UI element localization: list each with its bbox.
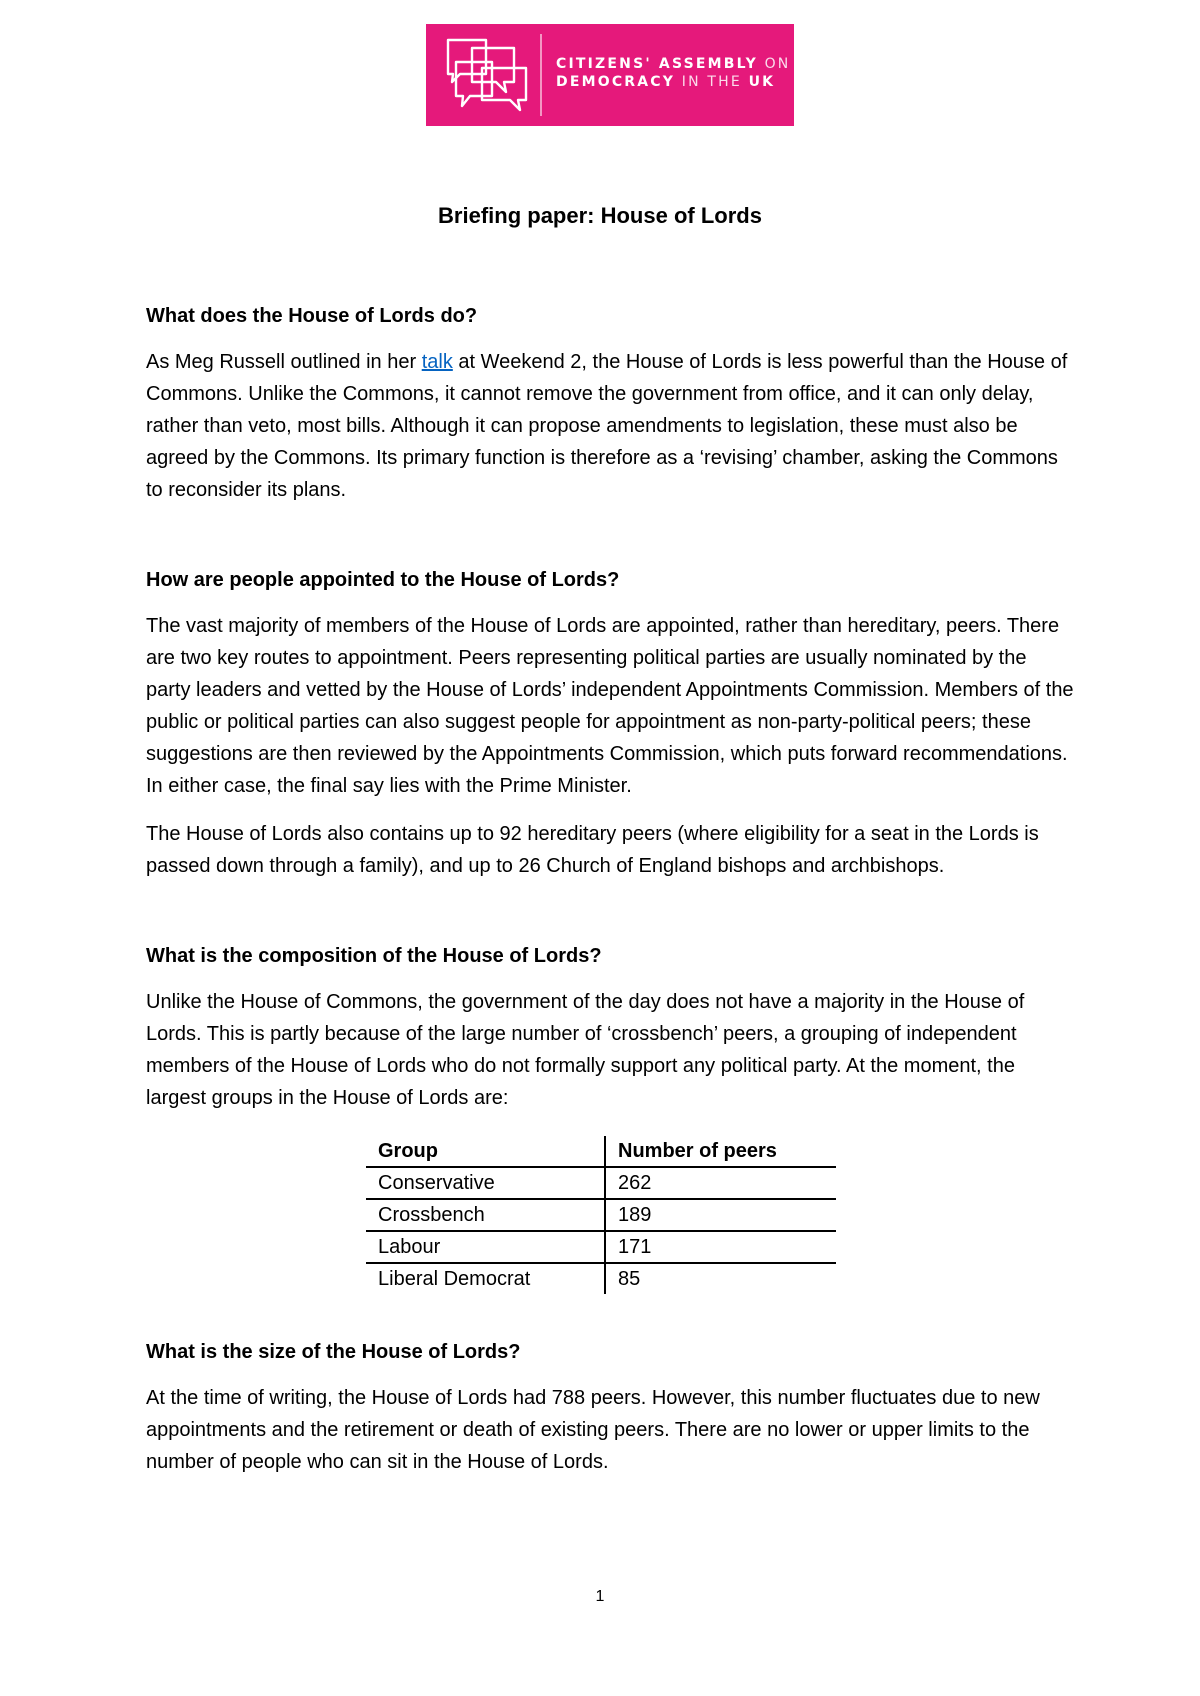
paragraph-composition: Unlike the House of Commons, the government of the day does not have a majority in the House of Lords. This is partly because of the large number of ‘crossbench’ peers, a grouping of independent members of the House of Lords who do not formally support any political party. At the moment, the largest groups in the House of Lords are: xyxy=(146,991,1025,1109)
document-body xyxy=(146,300,1076,1494)
table-cell-number: 85 xyxy=(618,1268,641,1290)
logo-text: CITIZENS' ASSEMBLY ON DEMOCRACY IN THE UK xyxy=(556,56,791,90)
section-heading-role: What does the House of Lords do? xyxy=(146,305,478,327)
table-cell-group: Crossbench xyxy=(366,1199,605,1231)
table-row xyxy=(366,1231,836,1263)
table-row xyxy=(366,1199,836,1231)
paragraph-hereditary: The House of Lords also contains up to 92 hereditary peers (where eligibility for a seat in the Lords is passed down through a family), and up to 26 Church of England bishops and archbishops. xyxy=(146,823,1039,877)
paragraph-appointment: The vast majority of members of the House of Lords are appointed, rather than hereditary, peers. There are two key routes to appointment. Peers representing political parties are usually nominated by the party leaders and vetted by the House of Lords’ independent Appointments Commission. Members of the public or political parties can also suggest people for appointment as non-party-political peers; these suggestions are then reviewed by the Appointments Commission, which puts forward recommendations. In either case, the final say lies with the Prime Minister. xyxy=(146,615,1074,797)
table-header-number: Number of peers xyxy=(618,1140,777,1162)
table-cell-group: Liberal Democrat xyxy=(366,1263,605,1294)
talk-link[interactable]: talk xyxy=(421,351,453,373)
table-cell-group: Labour xyxy=(366,1231,605,1263)
section-heading-appointment: How are people appointed to the House of Lords? xyxy=(146,569,620,591)
table-row xyxy=(366,1167,836,1199)
table-header-row xyxy=(366,1136,836,1167)
page-number: 1 xyxy=(595,1588,605,1605)
page-title: Briefing paper: House of Lords xyxy=(438,203,762,228)
logo-divider xyxy=(540,34,542,116)
paragraph-role: As Meg Russell outlined in her talk at Weekend 2, the House of Lords is less powerful than the House of Commons. Unlike the Commons, it cannot remove the government from office, and it can only delay, rather than veto, most bills. Although it can propose amendments to legislation, these must also be agreed by the Commons. Its primary function is therefore as a ‘revising’ chamber, asking the Commons to reconsider its plans. xyxy=(146,351,1068,501)
table-row xyxy=(366,1263,836,1294)
peers-table xyxy=(366,1136,836,1294)
table-header-group: Group xyxy=(366,1136,605,1167)
table-cell-number: 189 xyxy=(618,1204,652,1226)
assembly-logo xyxy=(426,24,794,126)
speech-bubbles-icon xyxy=(442,34,534,116)
table-cell-number: 262 xyxy=(618,1172,652,1194)
paragraph-size: At the time of writing, the House of Lords had 788 peers. However, this number fluctuates due to new appointments and the retirement or death of existing peers. There are no lower or upper limits to the number of people who can sit in the House of Lords. xyxy=(146,1387,1040,1473)
table-cell-group: Conservative xyxy=(366,1167,605,1199)
section-heading-composition: What is the composition of the House of Lords? xyxy=(146,945,602,967)
table-cell-number: 171 xyxy=(618,1236,652,1258)
section-heading-size: What is the size of the House of Lords? xyxy=(146,1341,521,1363)
